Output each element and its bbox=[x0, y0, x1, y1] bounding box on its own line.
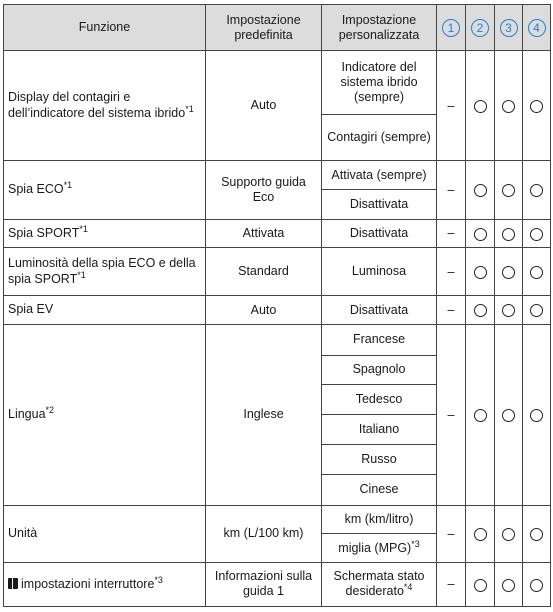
column-number-1: 1 bbox=[442, 19, 460, 37]
default-cell: Standard bbox=[206, 248, 322, 296]
option-label: Schermata stato desiderato bbox=[333, 569, 425, 599]
circle-cell bbox=[523, 248, 551, 296]
circle-cell bbox=[495, 219, 523, 248]
circle-icon bbox=[474, 304, 487, 317]
table-row bbox=[4, 248, 551, 296]
circle-cell bbox=[466, 161, 495, 219]
circle-cell bbox=[523, 505, 551, 562]
circle-cell bbox=[495, 51, 523, 161]
option-cell: Disattivata bbox=[322, 219, 437, 248]
function-label: impostazioni interruttore bbox=[21, 576, 155, 591]
function-label: Spia SPORT bbox=[8, 225, 80, 240]
circle-cell bbox=[495, 296, 523, 325]
option-cell bbox=[322, 534, 437, 563]
header-col1 bbox=[437, 5, 466, 51]
function-cell bbox=[4, 324, 206, 505]
circle-cell bbox=[495, 324, 523, 505]
function-label: Lingua bbox=[8, 406, 46, 421]
option-cell: Indicatore del sistema ibrido (sempre) bbox=[322, 51, 437, 115]
footnote-mark: *4 bbox=[403, 582, 413, 593]
function-label: Spia EV bbox=[8, 302, 54, 317]
function-cell bbox=[4, 505, 206, 562]
function-label: Unità bbox=[8, 525, 38, 540]
function-label: Display del contagiri e dell’indicatore del sistema ibrido bbox=[8, 90, 186, 120]
dash-cell: – bbox=[437, 324, 466, 505]
table-row bbox=[4, 296, 551, 325]
column-number-2: 2 bbox=[471, 19, 489, 37]
header-predefinita: Impostazione predefinita bbox=[206, 5, 322, 51]
table-row bbox=[4, 219, 551, 248]
footnote-mark: *1 bbox=[79, 223, 88, 234]
circle-icon bbox=[530, 409, 543, 422]
circle-icon bbox=[530, 579, 543, 592]
footnote-mark: *1 bbox=[185, 103, 194, 114]
option-cell: Tedesco bbox=[322, 385, 437, 415]
option-cell: Russo bbox=[322, 445, 437, 475]
dash-cell: – bbox=[437, 219, 466, 248]
circle-icon bbox=[530, 266, 543, 279]
option-cell: Francese bbox=[322, 324, 437, 355]
dash-cell: – bbox=[437, 562, 466, 606]
circle-cell bbox=[495, 248, 523, 296]
circle-cell bbox=[523, 161, 551, 219]
default-cell: km (L/100 km) bbox=[206, 505, 322, 562]
circle-icon bbox=[530, 528, 543, 541]
function-label: Spia ECO bbox=[8, 182, 64, 197]
default-cell: Auto bbox=[206, 296, 322, 325]
circle-icon bbox=[530, 100, 543, 113]
circle-icon bbox=[502, 528, 515, 541]
table-row bbox=[4, 505, 551, 534]
table-row bbox=[4, 324, 551, 355]
dash-cell: – bbox=[437, 161, 466, 219]
circle-cell bbox=[523, 219, 551, 248]
circle-cell bbox=[466, 248, 495, 296]
circle-cell bbox=[495, 161, 523, 219]
circle-icon bbox=[530, 304, 543, 317]
circle-cell bbox=[466, 296, 495, 325]
function-cell bbox=[4, 161, 206, 219]
option-cell: km (km/litro) bbox=[322, 505, 437, 534]
function-cell bbox=[4, 51, 206, 161]
default-cell: Attivata bbox=[206, 219, 322, 248]
circle-icon bbox=[530, 228, 543, 241]
header-funzione: Funzione bbox=[4, 5, 206, 51]
circle-cell bbox=[466, 51, 495, 161]
circle-cell bbox=[495, 562, 523, 606]
footnote-mark: *1 bbox=[77, 269, 86, 280]
option-cell: Attivata (sempre) bbox=[322, 161, 437, 190]
header-col3 bbox=[495, 5, 523, 51]
option-cell: Luminosa bbox=[322, 248, 437, 296]
table-row bbox=[4, 161, 551, 190]
dash-cell: – bbox=[437, 296, 466, 325]
circle-cell bbox=[466, 324, 495, 505]
footnote-mark: *3 bbox=[154, 574, 163, 585]
circle-cell bbox=[466, 562, 495, 606]
dash-cell: – bbox=[437, 51, 466, 161]
option-cell: Disattivata bbox=[322, 189, 437, 219]
dash-cell: – bbox=[437, 505, 466, 562]
header-col4 bbox=[523, 5, 551, 51]
function-cell bbox=[4, 562, 206, 606]
circle-icon bbox=[474, 228, 487, 241]
circle-icon bbox=[530, 184, 543, 197]
circle-icon bbox=[474, 100, 487, 113]
header-col2 bbox=[466, 5, 495, 51]
table-row bbox=[4, 51, 551, 115]
table-row bbox=[4, 562, 551, 606]
option-cell: Contagiri (sempre) bbox=[322, 115, 437, 161]
default-cell: Informazioni sulla guida 1 bbox=[206, 562, 322, 606]
circle-icon bbox=[502, 228, 515, 241]
circle-icon bbox=[474, 579, 487, 592]
circle-icon bbox=[502, 409, 515, 422]
circle-icon bbox=[474, 409, 487, 422]
footnote-mark: *1 bbox=[63, 180, 73, 191]
header-personalizzata: Impostazione personalizzata bbox=[322, 5, 437, 51]
option-cell: Spagnolo bbox=[322, 355, 437, 385]
dash-cell: – bbox=[437, 248, 466, 296]
circle-icon bbox=[502, 304, 515, 317]
circle-cell bbox=[523, 324, 551, 505]
footnote-mark: *2 bbox=[45, 404, 55, 415]
option-cell: Italiano bbox=[322, 414, 437, 445]
circle-icon bbox=[502, 100, 515, 113]
circle-icon bbox=[502, 184, 515, 197]
function-label: Luminosità della spia ECO e della spia SPORT bbox=[8, 256, 196, 286]
option-label: miglia (MPG) bbox=[338, 540, 412, 555]
circle-cell bbox=[466, 219, 495, 248]
default-cell: Supporto guida Eco bbox=[206, 161, 322, 219]
footnote-mark: *3 bbox=[411, 538, 420, 549]
circle-icon bbox=[502, 266, 515, 279]
circle-cell bbox=[495, 505, 523, 562]
circle-icon bbox=[502, 579, 515, 592]
option-cell: Cinese bbox=[322, 475, 437, 506]
circle-icon bbox=[474, 266, 487, 279]
column-number-3: 3 bbox=[500, 19, 518, 37]
circle-cell bbox=[523, 562, 551, 606]
circle-cell bbox=[523, 51, 551, 161]
function-cell bbox=[4, 296, 206, 325]
option-cell bbox=[322, 562, 437, 606]
header-row bbox=[4, 5, 551, 51]
default-cell: Auto bbox=[206, 51, 322, 161]
settings-table bbox=[3, 4, 551, 607]
option-cell: Disattivata bbox=[322, 296, 437, 325]
circle-cell bbox=[466, 505, 495, 562]
default-cell: Inglese bbox=[206, 324, 322, 505]
function-cell bbox=[4, 219, 206, 248]
circle-cell bbox=[523, 296, 551, 325]
circle-icon bbox=[474, 528, 487, 541]
function-cell bbox=[4, 248, 206, 296]
circle-icon bbox=[474, 184, 487, 197]
column-number-4: 4 bbox=[528, 19, 546, 37]
book-icon bbox=[8, 578, 18, 589]
